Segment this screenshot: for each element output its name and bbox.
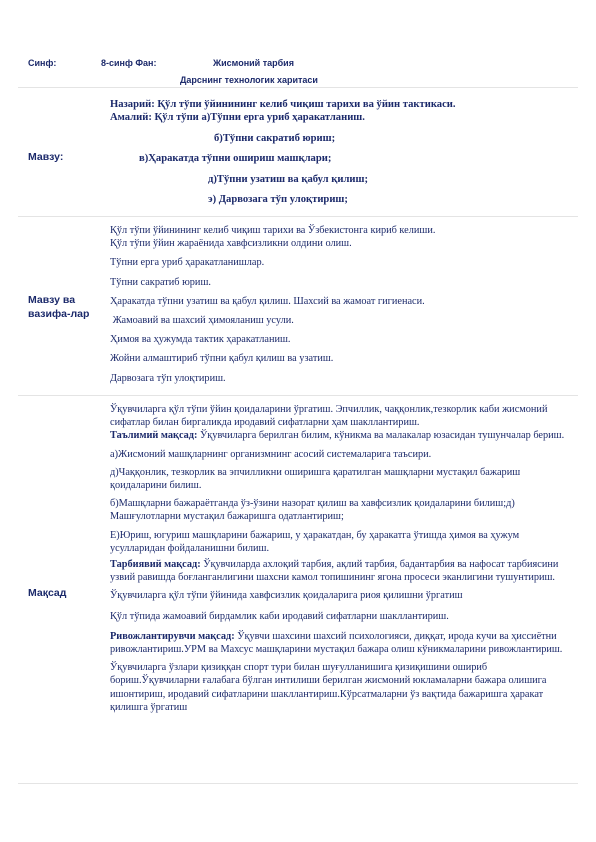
topic-item-v: в)Ҳаракатда тўпни ошириш машқлари; [139,152,332,164]
topic-theory-line: Назарий: Қўл тўпи ўйинининг келиб чиқиш тарихи ва ўйин тактикаси. [110,99,456,110]
tasks-list [110,224,565,391]
task-item: Дарвозага тўп улоқтириш. [110,372,226,384]
goal-paragraph: Ўқувчиларга ўзлари қизиққан спорт тури билан шуғулланишига қизиқишини ошириб бориш.Ўқувчиларни ғалабага бўлган интилиши берилган жисмоний юкламаларни бажара олишига ишонтириш, иродавий сифатларини шакллантириш.Кўрсатмаларни ўз вақтида бажаришга ҳаракат қилишга ўргатиш [110,662,547,713]
task-item: Қўл тўпи ўйинининг келиб чиқиш тарихи ва Ўзбекистонга кириб келиши. Қўл тўпи ўйин жараёнида хавфсизликни олдини олиш. [110,225,436,250]
task-item: Тўпни ерга уриб ҳаракатланишлар. [110,257,265,269]
goal-paragraph: Е)Юриш, югуриш машқларини бажариш, у ҳаракатдан, бу ҳаракатга ўтишда ҳимоя ва ҳужум усулларидан фойдаланишни билиш. [110,529,520,554]
document-title: Дарснинг технологик харитаси [180,75,318,85]
topic-label: Мавзу: [28,151,64,163]
topic-practice-line: Амалий: Қўл тўпи а)Тўпни ерга уриб ҳаракатланиш. [110,111,365,123]
table-rule [18,395,578,396]
goal-paragraph: а)Жисмоний машқларнинг организмнинг асосий системаларига таъсири. [110,448,432,460]
goal-label: Мақсад [28,587,67,599]
upbringing-goal-heading: Тарбиявий мақсад: [110,559,201,571]
topic-item-d: д)Тўпни узатиш ва қабул қилиш; [208,174,368,185]
upbringing-goal [110,558,565,584]
grade-label: Синф: [28,58,57,68]
goal-paragraph: Қўл тўпида жамоавий бирдамлик каби иродавий сифатларни шакллантириш. [110,610,449,622]
goal-paragraph: Ўқувчиларга қўл тўпи ўйинида хавфсизлик қоидаларига риоя қилишни ўргатиш [110,590,463,602]
task-item: Ҳаракатда тўпни узатиш ва қабул қилиш. Шахсий ва жамоат гигиенаси. [110,295,425,307]
task-item: Ҳимоя ва ҳужумда тактик ҳаракатланиш. [110,334,291,346]
developmental-goal [110,630,565,656]
educational-goal-heading: Таълимий мақсад: [110,430,198,442]
educational-goal [110,429,565,442]
task-item: Тўпни сакратиб юриш. [110,276,211,288]
developmental-goal-heading: Ривожлантирувчи мақсад: [110,630,235,642]
topic-content [110,99,565,206]
table-rule [18,216,578,217]
subject-name: Жисмоний тарбия [213,58,294,68]
goal-content [110,403,565,719]
goal-paragraph: д)Чаққонлик, тезкорлик ва эпчилликни оширишга қаратилган машқларни мустақил бажариш қоидаларини билиш. [110,466,521,492]
task-item: Жамоавий ва шахсий ҳимояланиш усули. [110,315,294,327]
grade-value: 8-синф Фан: [101,58,157,68]
developmental-goal-text: Ўқувчи шахсини шахсий психологияси, диққат, ирода кучи ва ҳиссиётни ривожлантириш.УРМ ва Махсус машқларини мустақил бажара олиш кўникмаларини ривожлантириш. [110,630,563,656]
upbringing-goal-text: Ўқувчиларда ахлоқий тарбия, ақлий тарбия, бадантарбия ва нафосат тарбиясини узвий равишда боғланганлигини шахсни камол топишининг ягона просеси эканлигини тушунтириш. [110,559,559,584]
goal-paragraph: б)Машқларни бажараётганда ўз-ўзини назорат қилиш ва хавфсизлик қоидаларини билиш;д) Машғулотларни мустақил бажаришга одатлантириш; [110,498,515,523]
table-rule [18,783,578,784]
tasks-label: Мавзу ва вазифа-лар [28,294,90,320]
topic-item-b: б)Тўпни сакратиб юриш; [214,133,336,144]
educational-goal-text: Ўқувчиларга берилган билим, кўникма ва малакалар юзасидан тушунчалар бериш. [197,430,565,442]
task-item: Жойни алмаштириб тўпни қабул қилиш ва узатиш. [110,353,334,365]
topic-item-e: э) Дарвозага тўп улоқтириш; [208,193,348,205]
table-rule [18,87,578,88]
goal-intro: Ўқувчиларга қўл тўпи ўйин қоидаларини ўргатиш. Эпчиллик, чаққонлик,тезкорлик каби жисмоний сифатлар билан биргаликда иродавий сифатларни ҳам шакллантириш. [110,404,548,429]
